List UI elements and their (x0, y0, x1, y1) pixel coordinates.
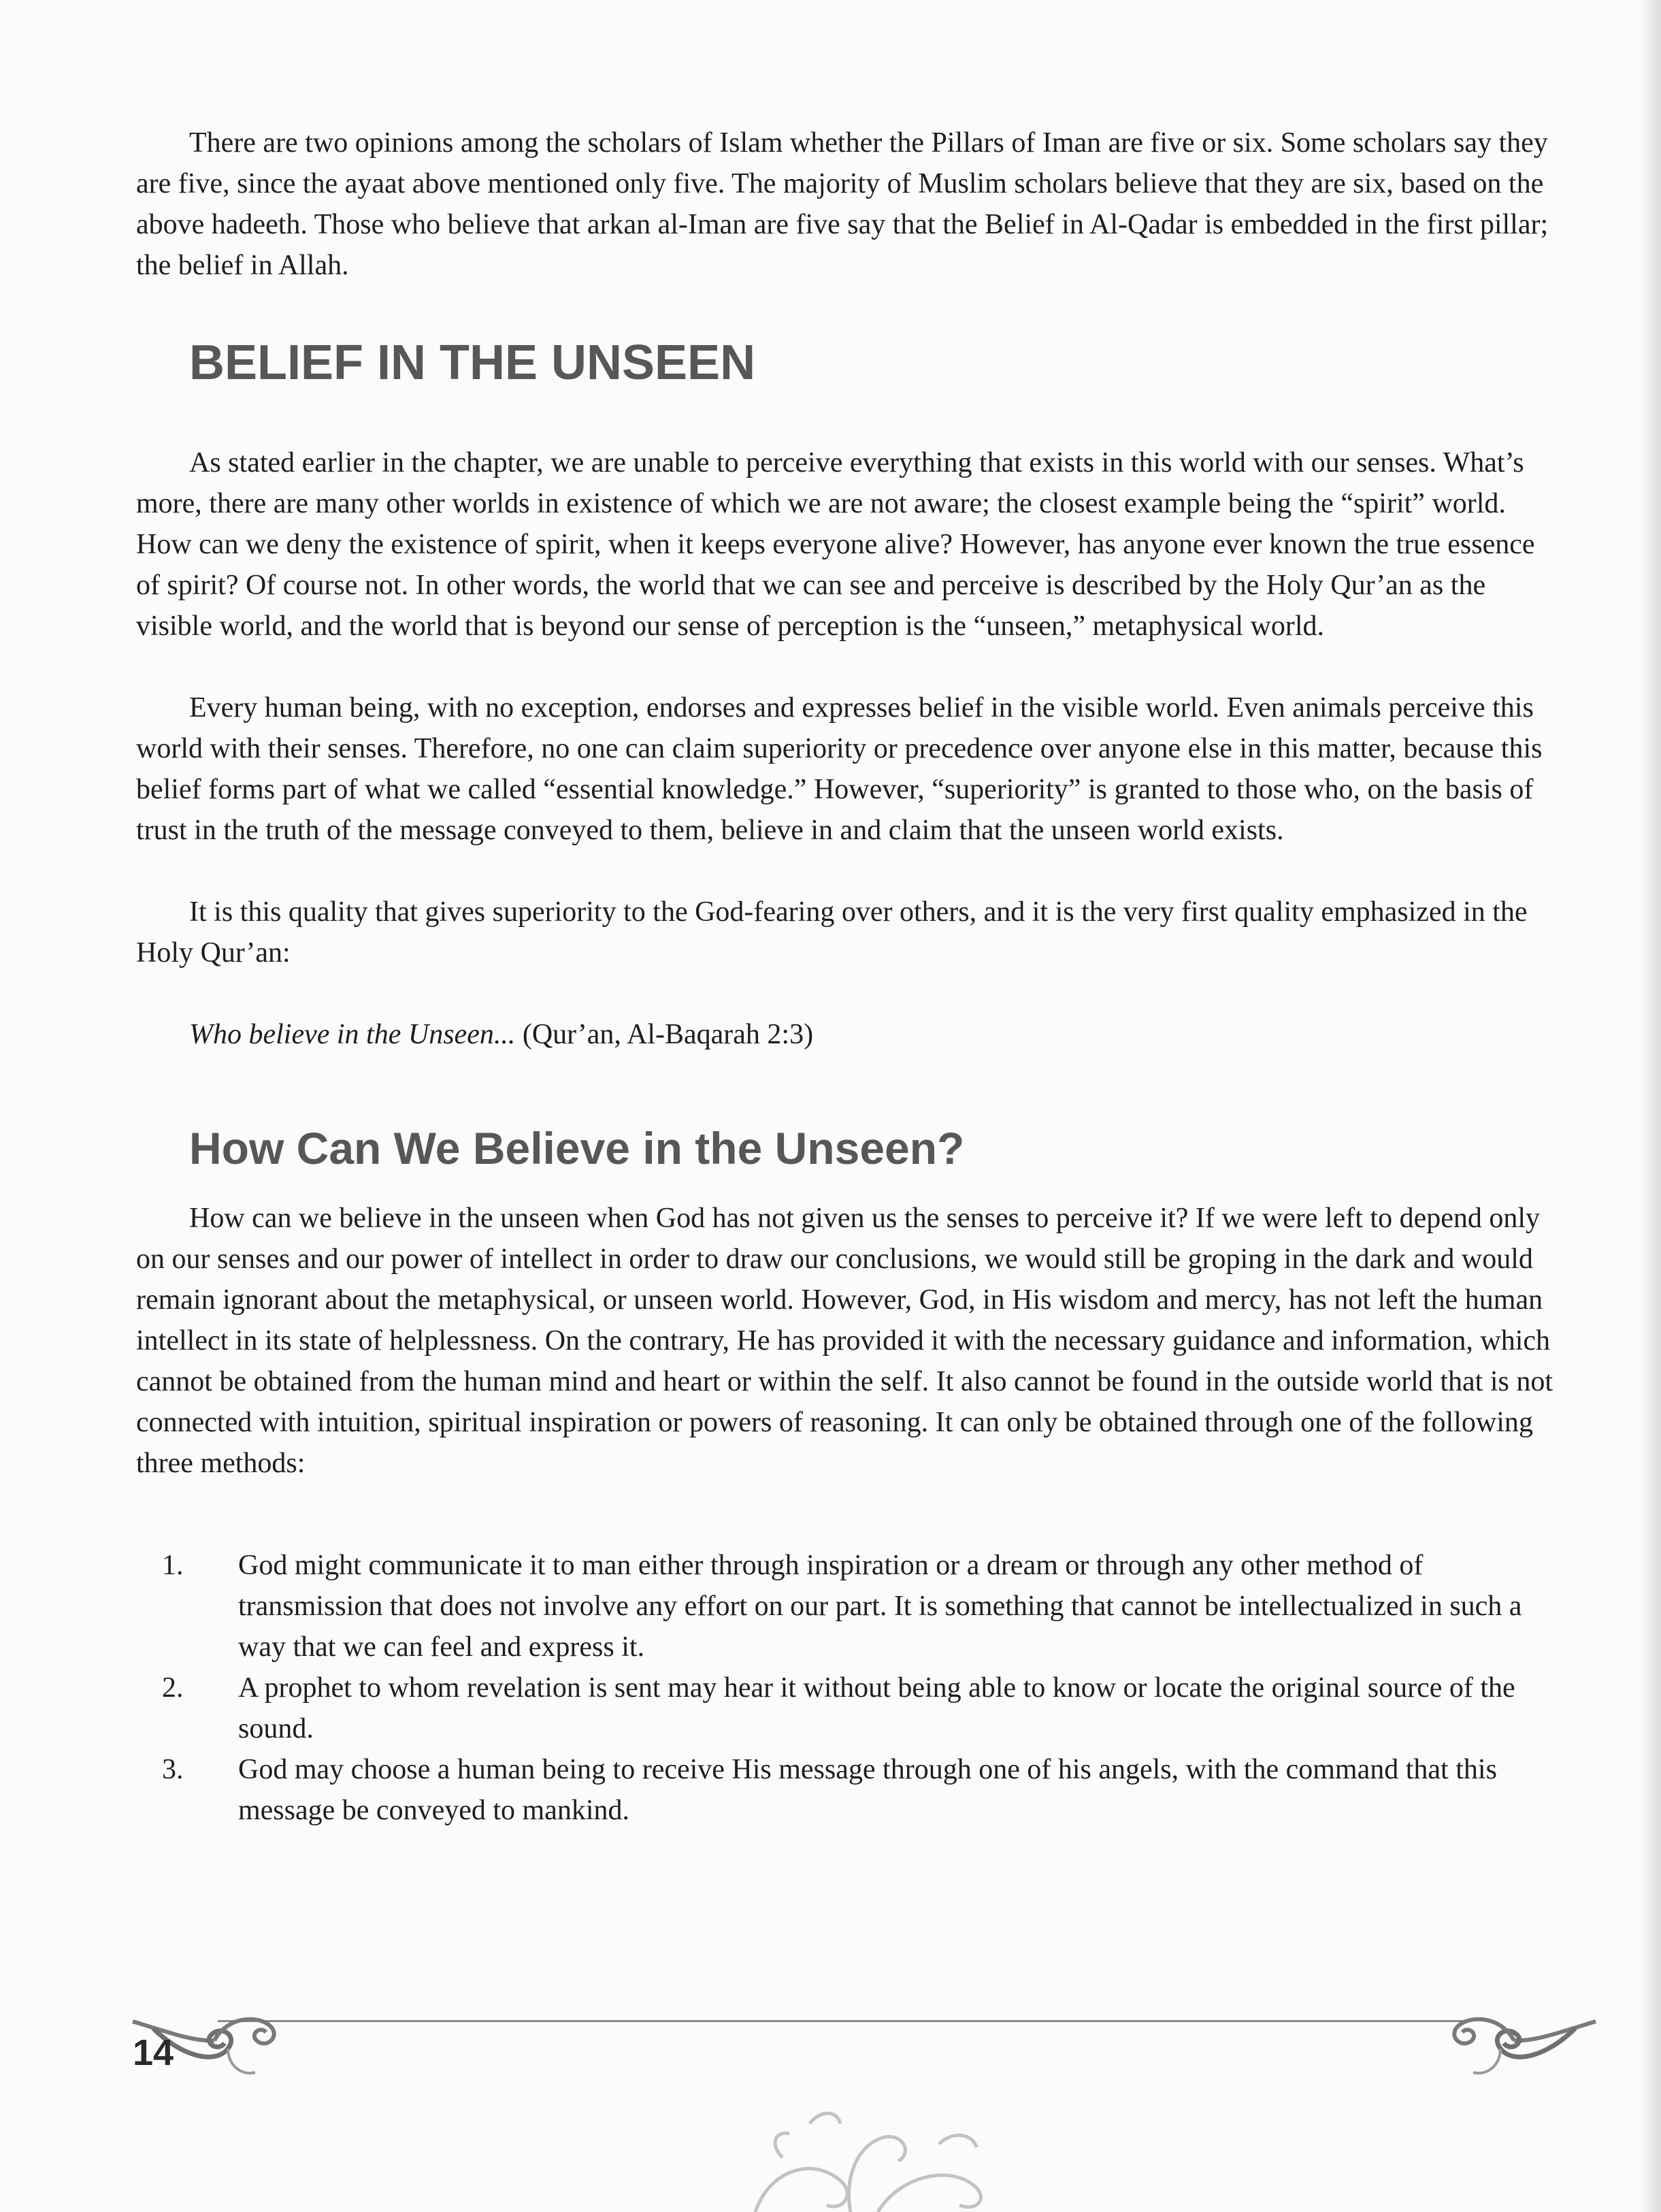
list-item (136, 1749, 1565, 1831)
list-item-text: God may choose a human being to receive His message through one of his angels, with the command that this message be conveyed to mankind. (238, 1754, 1497, 1826)
floral-flourish-icon (674, 2096, 1055, 2212)
intro-paragraph: There are two opinions among the scholars of Islam whether the Pillars of Iman are five or six. Some scholars say they are five, since the ayaat above mentioned only five. The majority of Muslim scholars believe that they are six, based on the above hadeeth. Those who believe that arkan al-Iman are five say that the Belief in Al-Qadar is embedded in the first pillar; the belief in Allah. (136, 127, 1549, 281)
verse-citation: (Qur’an, Al-Baqarah 2:3) (515, 1019, 814, 1050)
heading-how-can-we-believe: How Can We Believe in the Unseen? (189, 1123, 965, 1173)
unseen-paragraph-3: It is this quality that gives superiority to the God-fearing over others, and it is the very first quality emphasized in the Holy Qur’an: (136, 896, 1528, 969)
list-item-text: God might communicate it to man either through inspiration or a dream or through any other method of transmission that does not involve any effort on our part. It is something that cannot be intellectualized in such a way that we can feel and express it. (238, 1550, 1522, 1663)
heading-belief-in-the-unseen: BELIEF IN THE UNSEEN (189, 336, 756, 390)
list-item-text: A prophet to whom revelation is sent may hear it without being able to know or locate the original source of the sound. (238, 1672, 1515, 1744)
methods-list (136, 1545, 1565, 1831)
page-body (136, 123, 1565, 1831)
page-edge-shadow (1639, 0, 1661, 2212)
quran-verse (189, 1014, 1565, 1055)
list-item-number: 2. (162, 1672, 184, 1704)
footer-rule (218, 2020, 1470, 2022)
how-paragraph: How can we believe in the unseen when God has not given us the senses to perceive it? If we were left to depend only on our senses and our power of intellect in order to draw our conclusions, we would still be groping in the dark and would remain ignorant about the metaphysical, or unseen world. However, God, in His wisdom and mercy, has not left the human intellect in its state of helplessness. On the contrary, He has provided it with the necessary guidance and information, which cannot be obtained from the human mind and heart or within the self. It also cannot be found in the outside world that is not connected with intuition, spiritual inspiration or powers of reasoning. It can only be obtained through one of the following three methods: (136, 1203, 1553, 1479)
verse-text: Who believe in the Unseen... (189, 1019, 516, 1050)
unseen-paragraph-2: Every human being, with no exception, endorses and expresses belief in the visible world. Even animals perceive this world with their senses. Therefore, no one can claim superiority or precedence over anyone else in this matter, because this belief forms part of what we called “essential knowledge.” However, “superiority” is granted to those who, on the basis of trust in the truth of the message conveyed to them, believe in and claim that the unseen world exists. (136, 692, 1543, 846)
page-number: 14 (133, 2032, 174, 2073)
unseen-paragraph-1: As stated earlier in the chapter, we are unable to perceive everything that exists in this world with our senses. What’s more, there are many other worlds in existence of which we are not aware; the closest example being the “spirit” world. How can we deny the existence of spirit, when it keeps everyone alive? However, has anyone ever known the true essence of spirit? Of course not. In other words, the world that we can see and perceive is described by the Holy Qur’an as the visible world, and the world that is beyond our sense of perception is the “unseen,” metaphysical world. (136, 447, 1535, 642)
list-item-number: 3. (162, 1754, 184, 1785)
list-item (136, 1668, 1565, 1749)
list-item-number: 1. (162, 1550, 184, 1581)
right-scroll-ornament-icon (1446, 2001, 1602, 2083)
list-item (136, 1545, 1565, 1668)
